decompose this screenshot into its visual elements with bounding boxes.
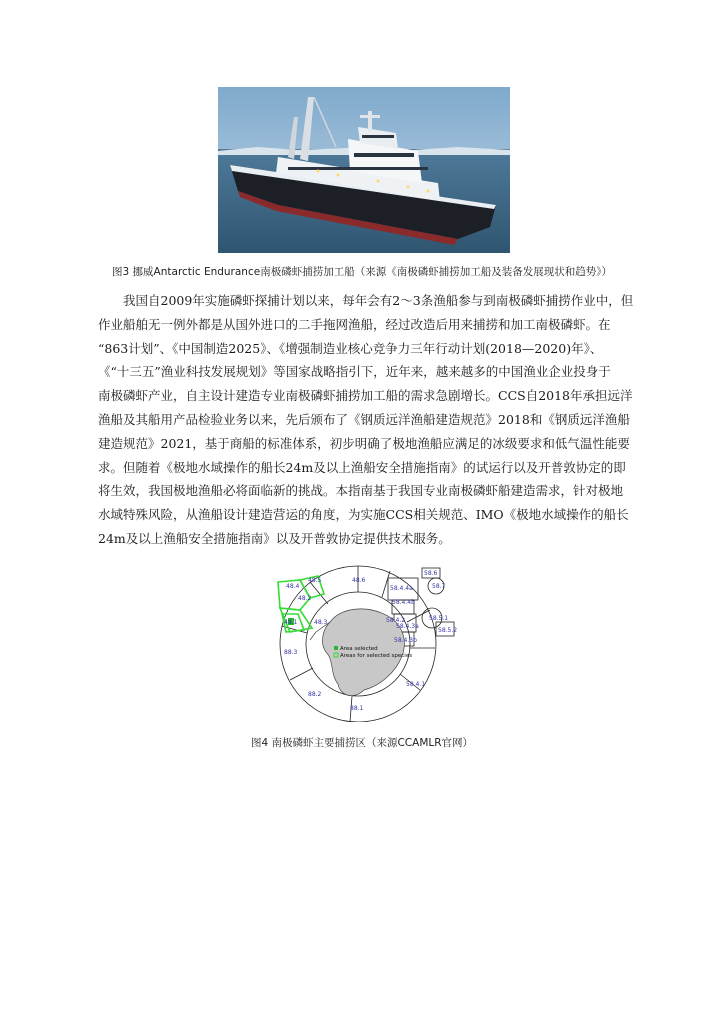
area-label-58-4-1: 58.4.1 — [406, 681, 426, 688]
area-label-58-4-2: 58.4.2 — [386, 617, 406, 624]
area-label-58-4-4a: 58.4.4a — [390, 585, 413, 592]
area-label-48-2: 48.2 — [298, 595, 312, 602]
paragraph-line: “863计划”、《中国制造2025》、《增强制造业核心竞争力三年行动计划(2018—2020)年》、 — [98, 340, 603, 356]
area-label-88-2: 88.2 — [308, 691, 322, 698]
paragraph-line: 南极磷虾产业，自主设计建造专业南极磷虾捕捞加工船的需求急剧增长。CCS自2018年承担远洋 — [98, 388, 633, 404]
area-label-58-7: 58.7 — [432, 583, 446, 590]
area-label-58-6: 58.6 — [424, 570, 438, 577]
ship-photo — [218, 87, 510, 253]
paragraph-line: 作业船舶无一例外都是从国外进口的二手拖网渔船，经过改造后用来捕捞和加工南极磷虾。在 — [98, 316, 611, 332]
paragraph-line: 建造规范》2021，基于商船的标准体系，初步明确了极地渔船应满足的冰级要求和低气温性能要 — [98, 435, 630, 451]
legend-swatch-selected — [334, 646, 338, 650]
paragraph-line: 我国自2009年实施磷虾探捕计划以来，每年会有2～3条渔船参与到南极磷虾捕捞作业中，但 — [123, 293, 634, 308]
paragraph-line: 将生效，我国极地渔船必将面临新的挑战。本指南基于我国专业南极磷虾船建造需求，针对极地 — [98, 483, 624, 499]
area-label-88-3: 88.3 — [284, 649, 298, 656]
ccamlr-area-map — [270, 560, 460, 722]
paragraph-line: 求。但随着《极地水域操作的船长24m及以上渔船安全措施指南》的试运行以及开普敦协定的即 — [98, 459, 626, 475]
figure3-caption: 图3 挪威Antarctic Endurance南极磷虾捕捞加工船（来源《南极磷虾捕捞加工船及装备发展现状和趋势》） — [112, 266, 612, 278]
legend-species: Areas for selected species — [340, 653, 413, 659]
antarctic-endurance-ship-image — [218, 87, 510, 253]
area-label-48-5: 48.5 — [308, 577, 322, 584]
body-paragraph — [98, 289, 638, 551]
paragraph-line: 《“十三五”渔业科技发展规划》等国家战略指引下，近年来，越来越多的中国渔业企业投身于 — [98, 364, 611, 380]
paragraph-line: 渔船及其船用产品检验业务以来，先后颁布了《钢质远洋渔船建造规范》2018和《钢质远洋渔船 — [98, 411, 630, 427]
paragraph-line: 水域特殊风险，从渔船设计建造营运的角度，为实施CCS相关规范、IMO《极地水域操作的船长 — [98, 507, 629, 523]
area-label-58-5-2: 58.5.2 — [438, 627, 458, 634]
legend-selected: Area selected — [340, 646, 378, 652]
area-label-58-4-3a: 58.4.3a — [396, 623, 419, 630]
area-label-58-4-3b: 58.4.3b — [394, 637, 417, 644]
figure4-caption: 图4 南极磷虾主要捕捞区（来源CCAMLR官网） — [250, 737, 474, 749]
area-label-58-4-4b: 58.4.4b — [392, 599, 415, 606]
area-label-58-5-1: 58.5.1 — [429, 615, 449, 622]
paragraph-line: 24m及以上渔船安全措施指南》以及开普敦协定提供技术服务。 — [98, 530, 451, 546]
area-label-48-4: 48.4 — [286, 583, 300, 590]
area-label-48-1: 48.1 — [284, 619, 298, 626]
area-label-48-3: 48.3 — [314, 619, 328, 626]
area-label-88-1: 88.1 — [350, 705, 364, 712]
area-label-48-6: 48.6 — [352, 577, 366, 584]
